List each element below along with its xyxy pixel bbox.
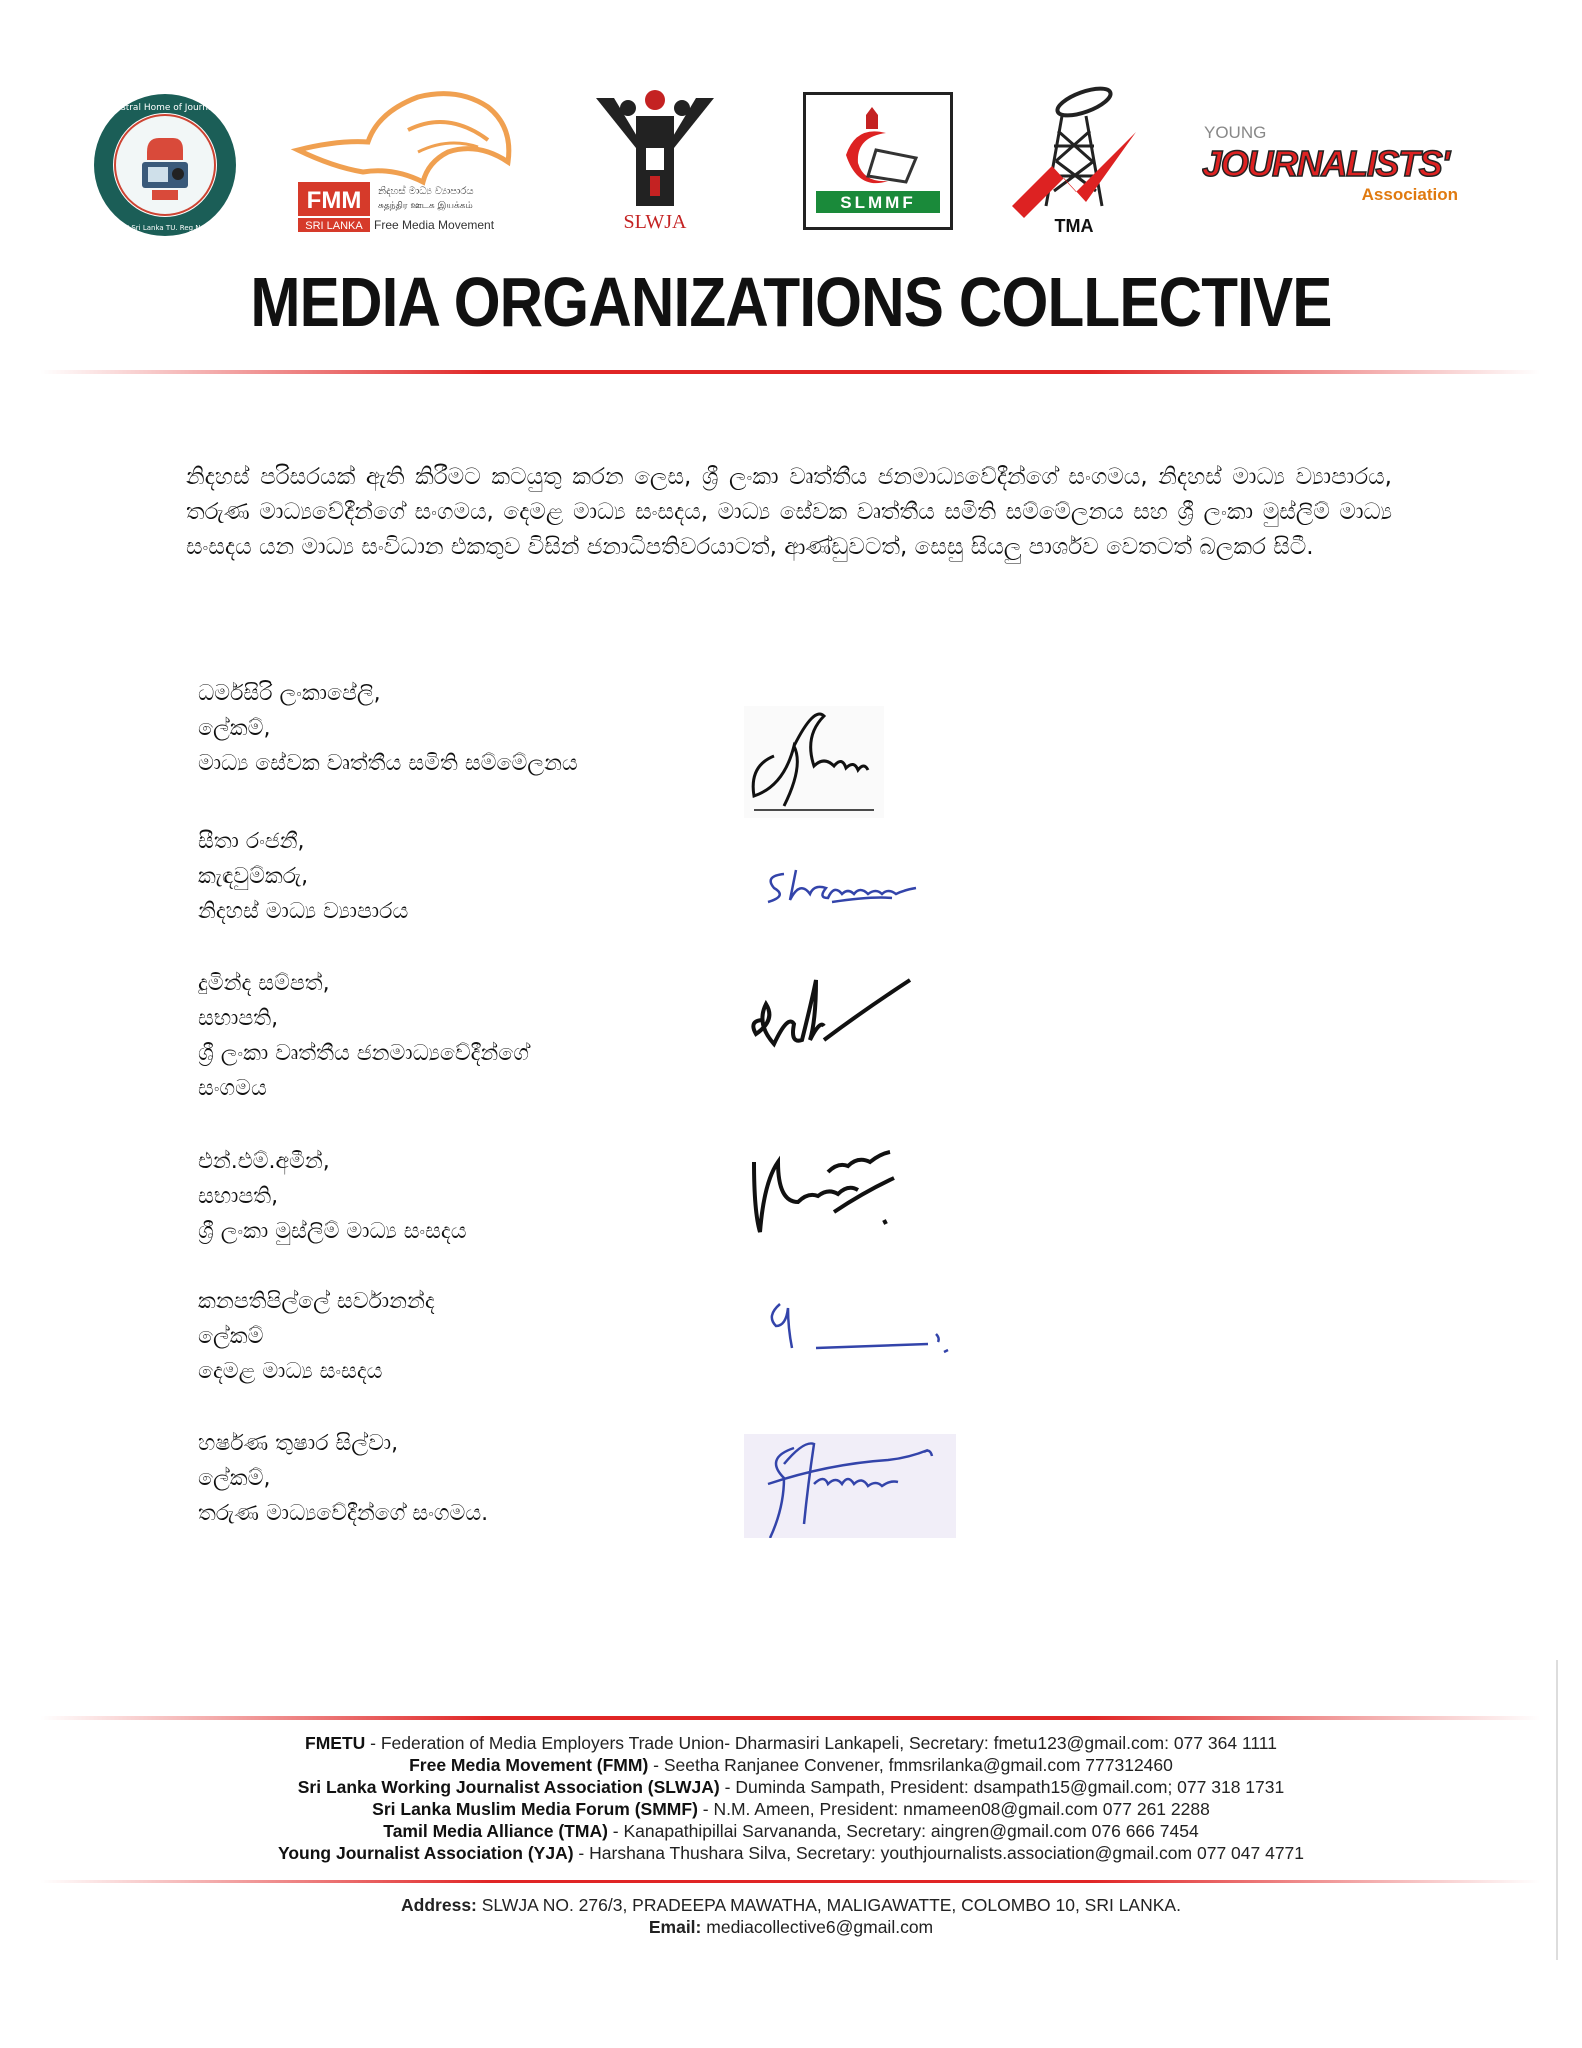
yja-logo (1202, 120, 1462, 212)
signatory-role: ලේකම්, (198, 1466, 271, 1491)
signatory-name: සීතා රංජනී, (198, 829, 305, 854)
signatory-role: ලේකම්, (198, 716, 271, 741)
footer-line-yja (0, 1842, 1582, 1864)
slwja-logo (592, 86, 718, 232)
fmetu-logo (92, 92, 238, 238)
tma-logo (1002, 86, 1150, 236)
signatory-6 (198, 1426, 718, 1531)
footer-line-slwja (0, 1776, 1582, 1798)
signatory-name: දුමින්ද සම්පත්, (198, 971, 330, 996)
footer-org: Sri Lanka Working Journalist Association (SLWJA) (297, 1777, 720, 1797)
signatory-org: නිදහස් මාධ්‍ය ව්‍යාපාරය (198, 899, 409, 924)
footer-line-fmm (0, 1754, 1582, 1776)
footer-line-tma (0, 1820, 1582, 1842)
fmm-english: Free Media Movement (374, 218, 495, 232)
signatory-name: ධර්මසිරි ලංකාපේලි, (198, 681, 381, 706)
signatory-1 (198, 676, 718, 781)
signature-6 (744, 1434, 956, 1538)
signatory-3 (198, 966, 718, 1106)
footer-divider-bottom (40, 1880, 1540, 1883)
footer-org: Free Media Movement (FMM) (409, 1755, 649, 1775)
footer-detail: - Harshana Thushara Silva, Secretary: youthjournalists.association@gmail.com 077 047 4771 (573, 1843, 1305, 1863)
slmmf-text: SLMMF (840, 193, 916, 212)
yja-young: YOUNG (1204, 123, 1267, 142)
footer-address-block (0, 1894, 1582, 1938)
footer-line-smmf (0, 1798, 1582, 1820)
signatory-role: කැඳවුම්කරු, (198, 864, 309, 889)
fmm-tamil: சுதந்திர ஊடக இயக்கம் (378, 201, 473, 211)
signatory-2 (198, 824, 718, 929)
footer-detail: - Federation of Media Employers Trade Union- Dharmasiri Lankapeli, Secretary: fmetu123@gmail.com: 077 364 1111 (365, 1733, 1277, 1753)
footer-org: FMETU (305, 1733, 366, 1753)
signature-1 (744, 706, 884, 818)
title-divider (40, 370, 1540, 374)
fmm-sinhala: නිදහස් මාධ්‍ය ව්‍යාපාරය (378, 186, 474, 197)
signatory-org: තරුණ මාධ්‍යවේදීන්ගේ සංගමය. (198, 1501, 489, 1526)
signatory-4 (198, 1144, 718, 1249)
yja-main: JOURNALISTS' (1202, 143, 1450, 184)
email-value[interactable]: mediacollective6@gmail.com (701, 1917, 934, 1937)
address-label: Address: (401, 1895, 477, 1915)
signature-4 (744, 1142, 924, 1242)
footer-divider-top (40, 1716, 1540, 1720)
signatory-org: සංගමය (198, 1076, 267, 1101)
signatory-org: දෙමළ මාධ්‍ය සංසදය (198, 1359, 383, 1384)
footer-org: Tamil Media Alliance (TMA) (383, 1821, 608, 1841)
signatory-5 (198, 1284, 718, 1389)
signatory-org: ශ්‍රී ලංකා වෘත්තීය ජනමාධ්‍යවේදීන්ගේ (198, 1041, 529, 1066)
signatory-name: හර්ෂණ තුෂාර සිල්වා, (198, 1431, 399, 1456)
fmetu-bottom-text: FMETU Sri Lanka TU. Reg.No.6691 (105, 224, 225, 232)
email-line (0, 1916, 1582, 1938)
signatory-role: සභාපති, (198, 1006, 279, 1031)
footer-detail: - Seetha Ranjanee Convener, fmmsrilanka@gmail.com 777312460 (648, 1755, 1173, 1775)
footer-detail: - N.M. Ameen, President: nmameen08@gmail.com 077 261 2288 (697, 1799, 1210, 1819)
footer-detail: - Kanapathipillai Sarvananda, Secretary: aingren@gmail.com 076 666 7454 (607, 1821, 1199, 1841)
footer-detail: - Duminda Sampath, President: dsampath15@gmail.com; 077 318 1731 (719, 1777, 1285, 1797)
fmm-country: SRI LANKA (305, 220, 363, 232)
signatory-role: ලේකම් (198, 1324, 264, 1349)
tma-text: TMA (1054, 216, 1094, 236)
signature-3 (744, 970, 924, 1070)
footer-line-fmetu (0, 1732, 1582, 1754)
fmetu-ring-text: Ancestral Home of Journalists (98, 103, 232, 113)
slwja-text: SLWJA (623, 211, 687, 232)
email-label: Email: (648, 1917, 702, 1937)
slmmf-logo (803, 92, 953, 230)
footer-contacts (0, 1732, 1582, 1864)
signatory-org: මාධ්‍ය සේවක වෘත්තීය සමිති සම්මේලනය (198, 751, 578, 776)
address-value: SLWJA NO. 276/3, PRADEEPA MAWATHA, MALIGAWATTE, COLOMBO 10, SRI LANKA. (476, 1895, 1181, 1915)
signatory-role: සභාපති, (198, 1184, 279, 1209)
yja-assoc: Association (1361, 185, 1458, 204)
signature-5 (764, 1300, 954, 1360)
fmm-logo (288, 90, 524, 232)
page-title: MEDIA ORGANIZATIONS COLLECTIVE (250, 263, 1332, 341)
fmm-badge: FMM (306, 187, 362, 214)
signature-2 (762, 862, 962, 908)
footer-org: Sri Lanka Muslim Media Forum (SMMF) (372, 1799, 698, 1819)
signatory-name: එන්.එම්.අමීන්, (198, 1149, 330, 1174)
footer-org: Young Journalist Association (YJA) (277, 1843, 574, 1863)
intro-paragraph: නිදහස් පරිසරයක් ඇති කිරීමට කටයුතු කරන ලෙස, ශ්‍රී ලංකා වෘත්තීය ජනමාධ්‍යවේදීන්ගේ සංගමය, නිදහස් මාධ්‍ය ව්‍යාපාරය, තරුණ මාධ්‍යවේදීන්ගේ සංගමය, දෙමළ මාධ්‍ය සංසදය, මාධ්‍ය සේවක වෘත්තීය සමිති සම්මේලනය සහ ශ්‍රී ලංකා මුස්ලිම් මාධ්‍ය සංසදය යන මාධ්‍ය සංවිධාන එකතුව විසින් ජනාධිපතිවරයාටත්, ආණ්ඩුවටත්, සෙසු සියලු පාර්ශව වෙතටත් බලකර සිටී. (186, 464, 1392, 560)
address-line (0, 1894, 1582, 1916)
signatory-org: ශ්‍රී ලංකා මුස්ලිම් මාධ්‍ය සංසදය (198, 1219, 467, 1244)
signatory-name: කනපතිපිල්ලේ සර්වානන්ද (198, 1289, 435, 1314)
